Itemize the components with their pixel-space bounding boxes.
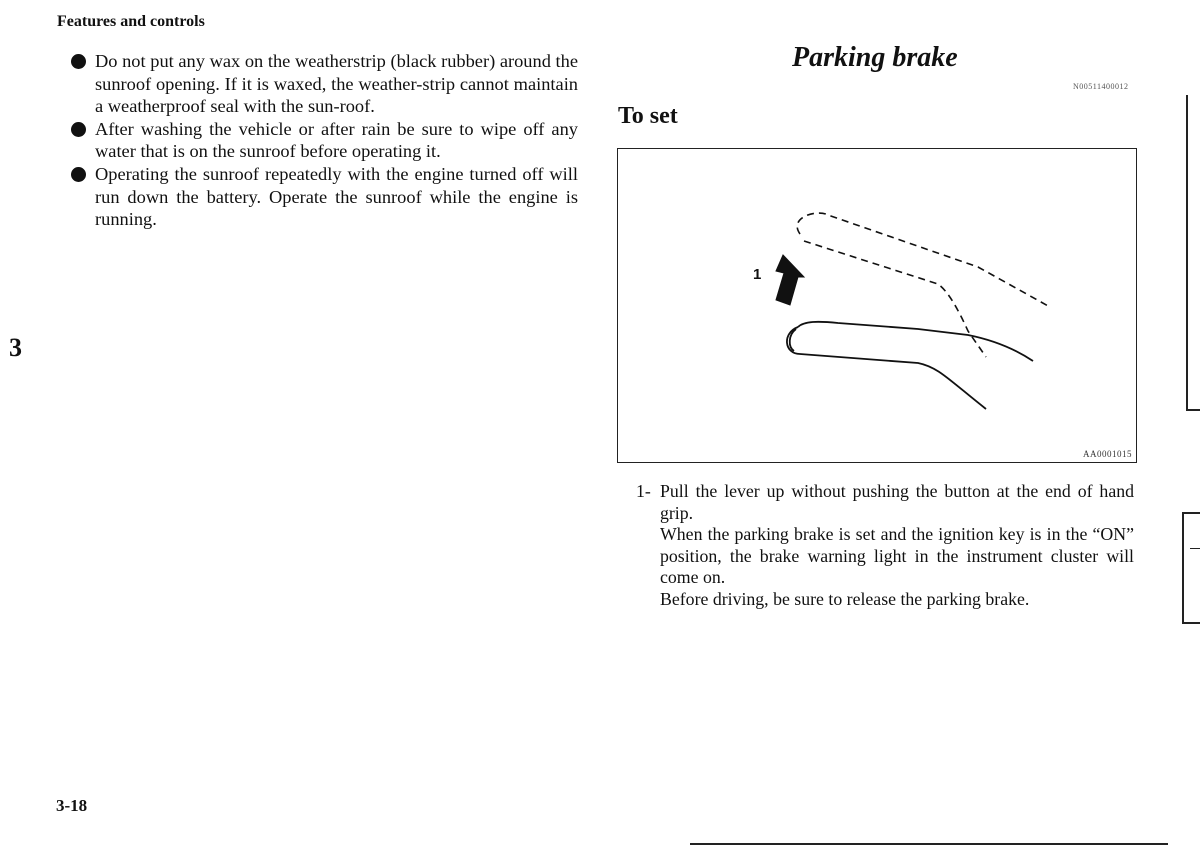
bullet-dot-icon xyxy=(71,122,86,137)
step-paragraph: Before driving, be sure to release the parking brake. xyxy=(660,588,1030,609)
bullet-text: Operating the sunroof repeatedly with the engine turned off will run down the battery. Operate the sunroof while the engine is running. xyxy=(95,163,578,230)
list-item xyxy=(70,163,578,231)
edge-bleed-line xyxy=(1186,409,1200,411)
step-body xyxy=(660,481,1134,611)
edge-bleed-line xyxy=(1182,512,1200,514)
bullet-text: After washing the vehicle or after rain be sure to wipe off any water that is on the sunroof before operating it. xyxy=(95,118,578,162)
step-paragraph: When the parking brake is set and the ignition key is in the “ON” position, the brake warning light in the instrument cluster will come on. xyxy=(660,524,1134,588)
edge-bleed-line xyxy=(1182,512,1184,624)
caution-list xyxy=(70,50,578,231)
bottom-rule xyxy=(690,843,1168,845)
list-item xyxy=(70,50,578,118)
bullet-text: Do not put any wax on the weatherstrip (black rubber) around the sunroof opening. If it is waxed, the weather-strip cannot maintain a weatherproof seal with the sun-roof. xyxy=(95,51,578,117)
step-1 xyxy=(636,481,1134,611)
bullet-dot-icon xyxy=(71,54,86,69)
list-item xyxy=(70,118,578,163)
edge-bleed-line xyxy=(1190,548,1200,549)
figure-code: AA0001015 xyxy=(1083,449,1132,459)
pull-up-arrow-icon xyxy=(776,255,804,305)
running-header: Features and controls xyxy=(57,13,205,30)
section-title: Parking brake xyxy=(792,42,958,73)
subheading: To set xyxy=(618,103,678,129)
bullet-dot-icon xyxy=(71,167,86,182)
raised-lever-bottom-outline xyxy=(804,241,986,357)
figure-callout-1: 1 xyxy=(753,266,762,283)
parking-brake-lever-drawing xyxy=(618,149,1138,464)
parking-brake-illustration xyxy=(617,148,1137,463)
lever-bottom-edge xyxy=(787,327,986,409)
section-code: N00511400012 xyxy=(1073,82,1129,91)
raised-lever-top-outline xyxy=(797,213,1050,307)
step-number: 1- xyxy=(636,481,651,501)
lever-top-edge xyxy=(798,322,1033,361)
page-number: 3-18 xyxy=(56,796,88,815)
step-paragraph: Pull the lever up without pushing the button at the end of hand grip. xyxy=(660,481,1134,523)
chapter-marker: 3 xyxy=(9,333,22,362)
edge-bleed-line xyxy=(1182,622,1200,624)
edge-bleed-line xyxy=(1186,95,1188,411)
